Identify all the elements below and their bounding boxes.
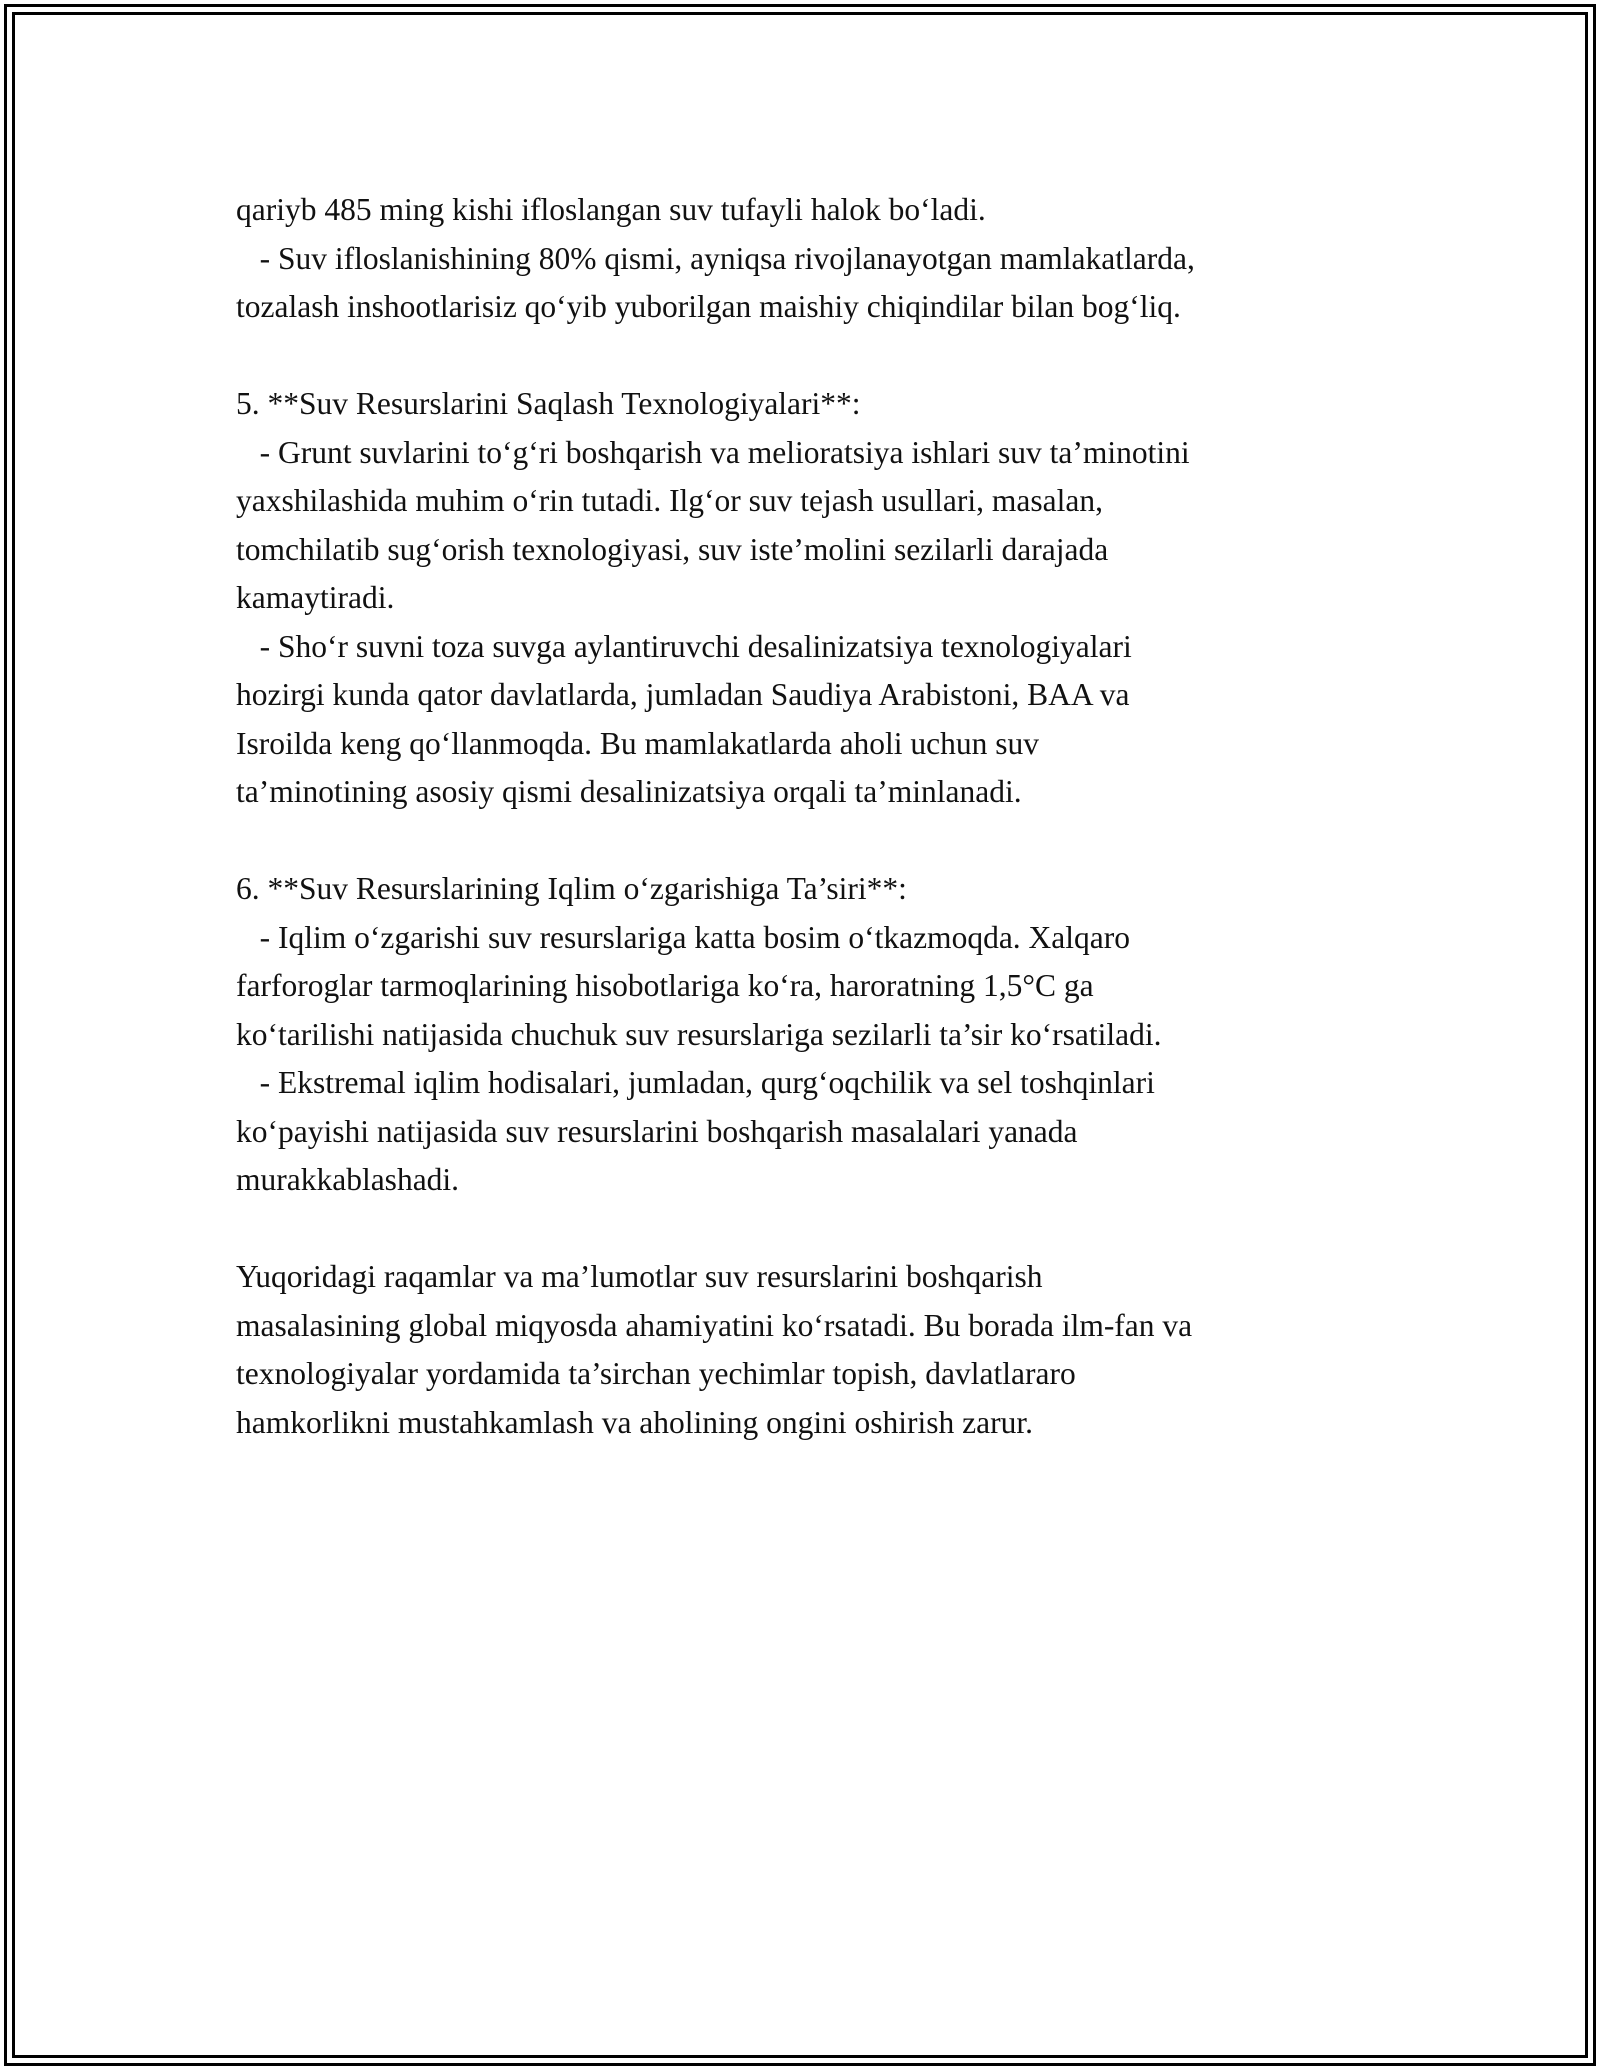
section-5-line: - Sho‘r suvni toza suvga aylantiruvchi desalinizatsiya texnologiyalari: [236, 628, 1132, 664]
section-5-line: - Grunt suvlarini to‘g‘ri boshqarish va melioratsiya ishlari suv ta’minotini: [236, 434, 1190, 470]
paragraph-spacer: [236, 332, 1376, 381]
intro-line: - Suv ifloslanishining 80% qismi, ayniqsa rivojlanayotgan mamlakatlarda,: [236, 240, 1195, 276]
conclusion-line: masalasining global miqyosda ahamiyatini ko‘rsatadi. Bu borada ilm-fan va: [236, 1307, 1193, 1343]
paragraph-spacer: [236, 817, 1376, 866]
section-6-line: - Iqlim o‘zgarishi suv resurslariga katta bosim o‘tkazmoqda. Xalqaro: [236, 919, 1130, 955]
section-5-line: kamaytiradi.: [236, 580, 395, 615]
section-6-line: - Ekstremal iqlim hodisalari, jumladan, qurg‘oqchilik va sel toshqinlari: [236, 1065, 1155, 1100]
paragraph-spacer: [236, 1205, 1376, 1254]
section-5-line: ta’minotining asosiy qismi desalinizatsiya orqali ta’minlanadi.: [236, 774, 1022, 809]
intro-line: qariyb 485 ming kishi ifloslangan suv tufayli halok bo‘ladi.: [236, 192, 986, 227]
conclusion-line: hamkorlikni mustahkamlash va aholining ongini oshirish zarur.: [236, 1404, 1034, 1440]
document-body: [236, 186, 1376, 1447]
section-6-heading: 6. **Suv Resurslarining Iqlim o‘zgarishiga Ta’siri**:: [236, 871, 907, 906]
section-6-line: ko‘payishi natijasida suv resurslarini boshqarish masalalari yanada: [236, 1113, 1078, 1149]
intro-line: tozalash inshootlarisiz qo‘yib yuborilgan maishiy chiqindilar bilan bog‘liq.: [236, 289, 1181, 324]
section-5-heading: 5. **Suv Resurslarini Saqlash Texnologiyalari**:: [236, 386, 861, 421]
section-5-line: Isroilda keng qo‘llanmoqda. Bu mamlakatlarda aholi uchun suv: [236, 725, 1040, 761]
section-6-line: ko‘tarilishi natijasida chuchuk suv resurslariga sezilarli ta’sir ko‘rsatiladi.: [236, 1016, 1162, 1052]
conclusion-line: Yuqoridagi raqamlar va ma’lumotlar suv resurslarini boshqarish: [236, 1259, 1043, 1294]
section-6-line: murakkablashadi.: [236, 1162, 460, 1197]
section-5-line: tomchilatib sug‘orish texnologiyasi, suv iste’molini sezilarli darajada: [236, 531, 1109, 567]
conclusion-line: texnologiyalar yordamida ta’sirchan yechimlar topish, davlatlararo: [236, 1356, 1076, 1391]
section-5-line: hozirgi kunda qator davlatlarda, jumladan Saudiya Arabistoni, BAA va: [236, 677, 1130, 712]
section-6-line: farforoglar tarmoqlarining hisobotlariga ko‘ra, haroratning 1,5°C ga: [236, 968, 1094, 1003]
section-5-line: yaxshilashida muhim o‘rin tutadi. Ilg‘or suv tejash usullari, masalan,: [236, 483, 1103, 518]
